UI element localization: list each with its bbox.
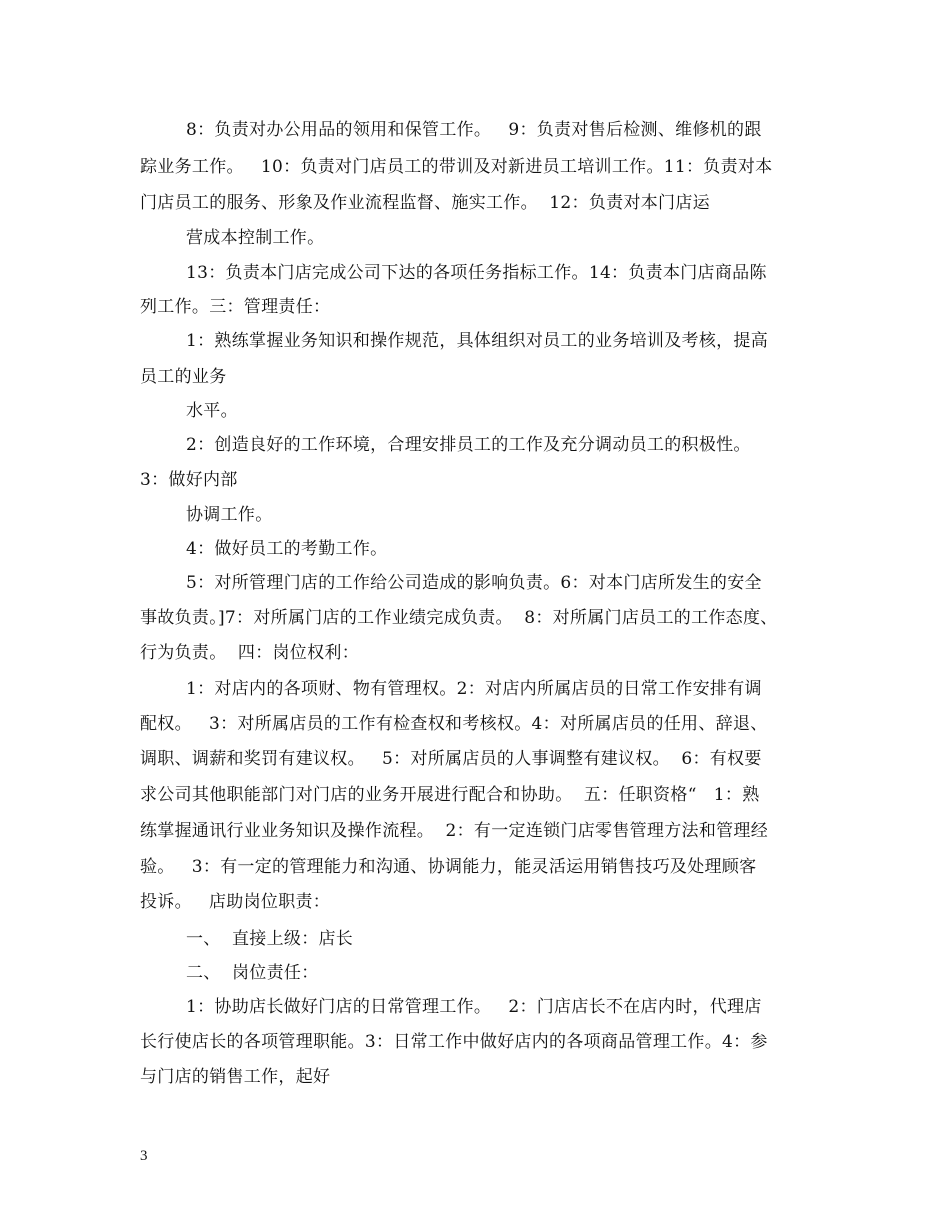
text-line: 水平。 [186,401,238,421]
text-line: 练掌握通讯行业业务知识及操作流程。 2：有一定连锁门店零售管理方法和管理经 [140,821,769,841]
text-line: 5：对所管理门店的工作给公司造成的影响负责。6：对本门店所发生的安全 [186,573,762,593]
text-line: 列工作。三：管理责任： [140,297,331,317]
text-line: 13：负责本门店完成公司下达的各项任务指标工作。14：负责本门店商品陈 [186,263,767,283]
text-line: 行为负责。 四：岗位权利： [140,643,360,663]
text-line: 踪业务工作。 10：负责对门店员工的带训及对新进员工培训工作。11：负责对本 [140,157,773,177]
text-line: 4：做好员工的考勤工作。 [186,539,388,559]
text-line: 1：协助店长做好门店的日常管理工作。 2：门店店长不在店内时，代理店 [186,997,762,1017]
text-line: 投诉。 店助岗位职责： [140,892,331,912]
text-line: 门店员工的服务、形象及作业流程监督、施实工作。 12：负责对本门店运 [140,193,710,213]
page-number: 3 [140,1148,148,1164]
text-line: 营成本控制工作。 [186,228,325,248]
text-line: 与门店的销售工作，起好 [140,1067,331,1087]
text-line: 配权。 3：对所属店员的工作有检查权和考核权。4：对所属店员的任用、辞退、 [140,714,768,734]
text-line: 1：熟练掌握业务知识和操作规范，具体组织对员工的业务培训及考核，提高 [186,331,769,351]
text-line: 二、 岗位责任： [186,963,319,983]
text-line: 8：负责对办公用品的领用和保管工作。 9：负责对售后检测、维修机的跟 [186,120,762,140]
text-line: 3：做好内部 [140,470,238,490]
text-line: 求公司其他职能部门对门店的业务开展进行配合和协助。 五：任职资格“ 1：熟 [140,785,760,805]
text-line: 2：创造良好的工作环境，合理安排员工的工作及充分调动员工的积极性。 [186,435,751,455]
text-line: 长行使店长的各项管理职能。3：日常工作中做好店内的各项商品管理工作。4：参 [140,1032,768,1052]
text-line: 一、 直接上级：店长 [186,929,354,949]
text-line: 协调工作。 [186,505,273,525]
text-line: 验。 3：有一定的管理能力和沟通、协调能力，能灵活运用销售技巧及处理顾客 [140,857,757,877]
text-line: 1：对店内的各项财、物有管理权。2：对店内所属店员的日常工作安排有调 [186,679,762,699]
text-line: 事故负责。]7：对所属门店的工作业绩完成负责。 8：对所属门店员工的工作态度、 [140,608,778,628]
text-line: 调职、调薪和奖罚有建议权。 5：对所属店员的人事调整有建议权。 6：有权要 [140,749,762,769]
text-line: 员工的业务 [140,367,227,387]
